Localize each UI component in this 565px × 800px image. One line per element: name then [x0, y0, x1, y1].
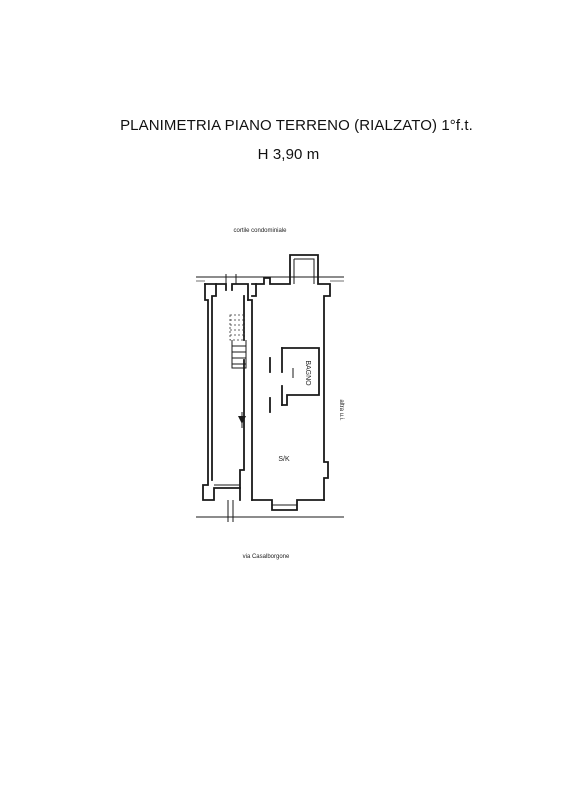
bathroom-label: BAGNO: [304, 360, 311, 386]
side-unit-label: altra u.i.: [338, 399, 344, 421]
plan-height: H 3,90 m: [257, 146, 320, 163]
plan-title: PLANIMETRIA PIANO TERRENO (RIALZATO) 1°f.t.: [120, 117, 473, 134]
bottom-details: [214, 485, 240, 522]
boundary-lines: [196, 277, 344, 517]
main-room-label: S/K: [278, 456, 290, 463]
street-label: via Casalborgone: [242, 554, 290, 560]
courtyard-label: cortile condominiale: [233, 228, 287, 234]
bathroom: [282, 348, 319, 405]
